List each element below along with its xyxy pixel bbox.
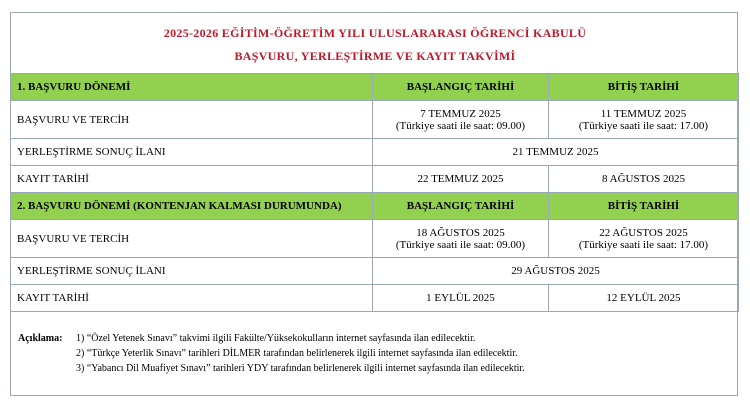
period2-registration-row [11,285,739,312]
period1-application-end [549,101,739,139]
end-time: (Türkiye saati ile saat: 17.00) [578,238,709,251]
note-text: 3) “Yabancı Dil Muafiyet Sınavı” tarihleri YDY tarafından belirlenerek ilgili internet sayfasında ilan edilecektir. [76,363,525,374]
period1-placement-date: 21 TEMMUZ 2025 [373,139,739,166]
row-label: YERLEŞTİRME SONUÇ İLANI [11,139,373,166]
period1-end-header: BİTİŞ TARİHİ [549,74,739,101]
period2-end-header: BİTİŞ TARİHİ [549,193,739,220]
schedule-table [10,73,739,312]
start-time: (Türkiye saati ile saat: 09.00) [395,119,526,132]
note-line-3 [18,361,525,376]
end-date: 11 TEMMUZ 2025 [600,107,687,120]
period1-registration-end: 8 AĞUSTOS 2025 [549,166,739,193]
period2-application-row [11,220,739,258]
period2-application-start [373,220,549,258]
row-label: KAYIT TARİHİ [11,285,373,312]
period1-header-row [11,74,739,101]
period1-registration-row [11,166,739,193]
period2-placement-row [11,258,739,285]
note-text: 2) “Türkçe Yeterlik Sınavı” tarihleri DİLMER tarafından belirlenerek ilgili internet sayfasında ilan edilecektir. [76,348,518,359]
period2-placement-date: 29 AĞUSTOS 2025 [373,258,739,285]
period1-registration-start: 22 TEMMUZ 2025 [373,166,549,193]
row-label: BAŞVURU VE TERCİH [11,101,373,139]
period1-heading: 1. BAŞVURU DÖNEMİ [11,74,373,101]
note-text: 1) “Özel Yetenek Sınavı” takvimi ilgili Fakülte/Yüksekokulların internet sayfasında ilan edilecektir. [76,333,476,344]
document-title: 2025-2026 EĞİTİM-ÖĞRETİM YILI ULUSLARARASI ÖĞRENCİ KABULÜ [163,26,587,40]
period2-heading: 2. BAŞVURU DÖNEMİ (KONTENJAN KALMASI DURUMUNDA) [11,193,373,220]
period1-placement-row [11,139,739,166]
period2-header-row [11,193,739,220]
note-line-2 [18,346,525,361]
start-time: (Türkiye saati ile saat: 09.00) [395,238,526,251]
end-time: (Türkiye saati ile saat: 17.00) [578,119,709,132]
period2-registration-start: 1 EYLÜL 2025 [373,285,549,312]
period2-registration-end: 12 EYLÜL 2025 [549,285,739,312]
start-date: 7 TEMMUZ 2025 [420,107,501,120]
end-date: 22 AĞUSTOS 2025 [599,226,688,239]
document-subtitle: BAŞVURU, YERLEŞTİRME VE KAYIT TAKVİMİ [234,49,516,63]
period1-start-header: BAŞLANGIÇ TARİHİ [373,74,549,101]
period2-application-end [549,220,739,258]
row-label: KAYIT TARİHİ [11,166,373,193]
period1-application-start [373,101,549,139]
start-date: 18 AĞUSTOS 2025 [416,226,505,239]
row-label: YERLEŞTİRME SONUÇ İLANI [11,258,373,285]
row-label: BAŞVURU VE TERCİH [11,220,373,258]
period1-application-row [11,101,739,139]
notes-section [18,331,525,376]
notes-label: Açıklama: [18,333,63,344]
period2-start-header: BAŞLANGIÇ TARİHİ [373,193,549,220]
note-line-1 [18,331,525,346]
